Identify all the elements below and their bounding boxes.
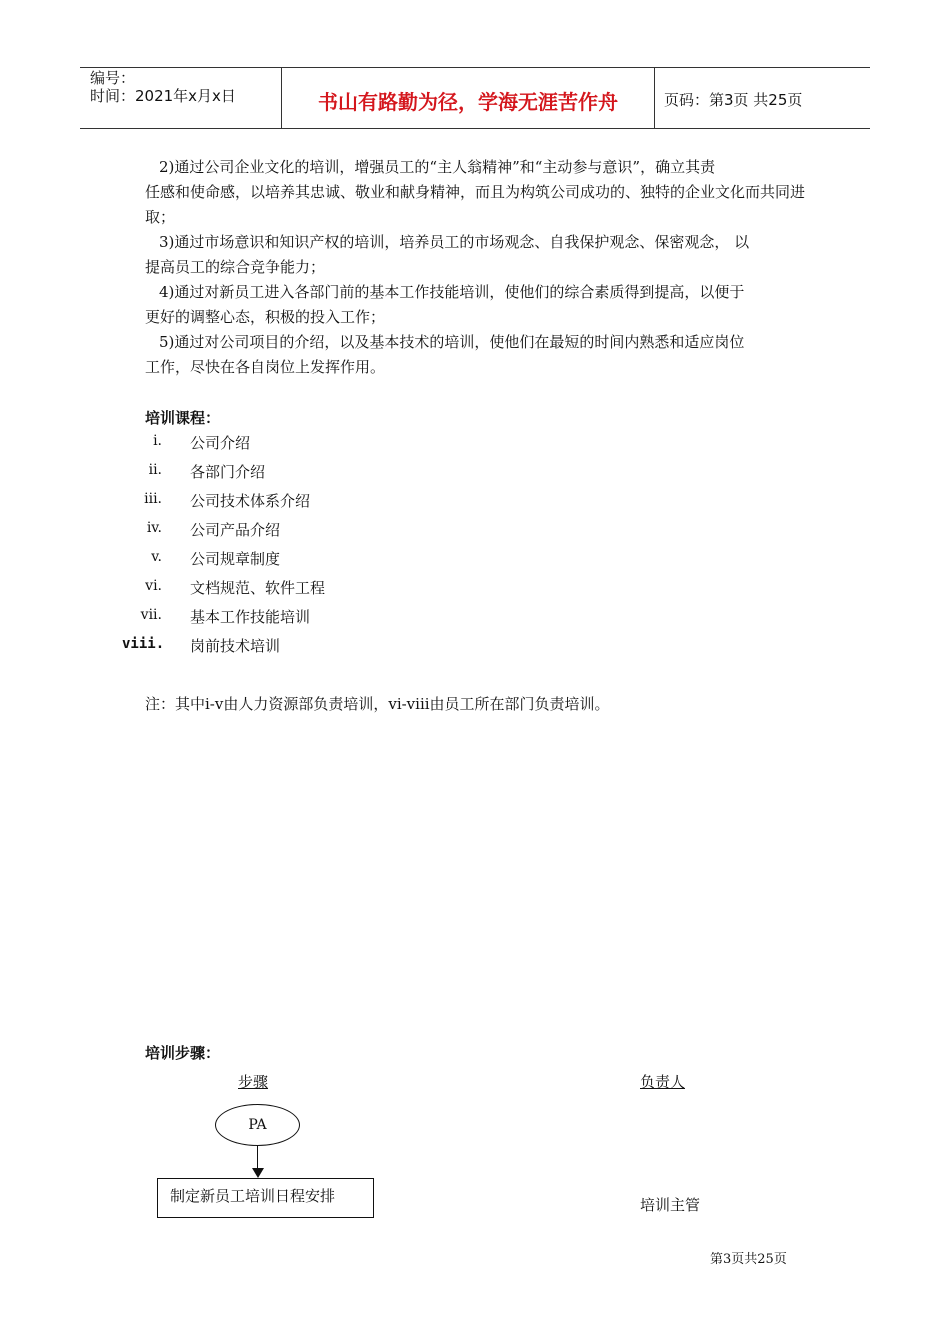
header-page-number: 页码：第3页 共25页 <box>664 91 803 109</box>
goal-paragraph <box>145 230 810 280</box>
course-label: 公司介绍 <box>190 434 251 452</box>
course-label: 各部门介绍 <box>190 463 266 481</box>
goal-line-first: 5)通过对公司项目的介绍，以及基本技术的培训，使他们在最短的时间内熟悉和适应岗位 <box>159 333 745 351</box>
serial-label: 编号： <box>90 69 136 87</box>
course-label: 基本工作技能培训 <box>190 608 311 626</box>
goal-paragraph <box>145 330 810 380</box>
goal-paragraph <box>145 155 810 230</box>
steps-title: 培训步骤： <box>145 1044 221 1062</box>
header-top-rule <box>80 67 870 68</box>
owner-column-header: 负责人 <box>640 1073 686 1091</box>
step-column-header: 步骤 <box>238 1073 269 1091</box>
header-bottom-rule <box>80 128 870 129</box>
goal-line-first: 3)通过市场意识和知识产权的培训，培养员工的市场观念、自我保护观念、保密观念， 以 <box>159 233 750 251</box>
course-number: i. <box>153 433 162 449</box>
course-label: 公司产品介绍 <box>190 521 281 539</box>
goal-line-first: 2)通过公司企业文化的培训，增强员工的“主人翁精神”和“主动参与意识”，确立其责 <box>159 158 716 176</box>
course-number: ii. <box>148 462 162 478</box>
header-motto: 书山有路勤为径，学海无涯苦作舟 <box>318 90 618 114</box>
page-footer: 第3页共25页 <box>710 1252 787 1267</box>
note-text: 注：其中i-v由人力资源部负责培训，vi-viii由员工所在部门负责培训。 <box>145 695 610 713</box>
course-number: iii. <box>144 491 162 507</box>
course-number: vi. <box>145 578 162 594</box>
flow-arrow-line <box>257 1146 258 1170</box>
goal-line-first: 4)通过对新员工进入各部门前的基本工作技能培训，使他们的综合素质得到提高，以便于 <box>159 283 745 301</box>
course-label: 公司规章制度 <box>190 550 281 568</box>
step-owner: 培训主管 <box>640 1196 701 1214</box>
flow-arrow-head <box>252 1168 264 1178</box>
goal-line-rest: 提高员工的综合竞争能力； <box>145 258 326 276</box>
header-divider-right <box>654 67 655 128</box>
course-number: iv. <box>146 520 162 536</box>
step-box <box>157 1178 374 1218</box>
course-label: 文档规范、软件工程 <box>190 579 326 597</box>
goal-paragraph <box>145 280 810 330</box>
step-box-label: 制定新员工培训日程安排 <box>170 1187 336 1205</box>
course-label: 公司技术体系介绍 <box>190 492 311 510</box>
start-node-oval <box>215 1104 300 1146</box>
course-label: 岗前技术培训 <box>190 637 281 655</box>
goal-line-rest: 任感和使命感，以培养其忠诚、敬业和献身精神，而且为构筑公司成功的、独特的企业文化而共同进取； <box>145 183 806 226</box>
course-number: viii. <box>122 636 165 652</box>
time-label: 时间：2021年x月x日 <box>90 87 236 105</box>
course-number: v. <box>151 549 162 565</box>
header-meta <box>90 69 236 105</box>
course-number: vii. <box>140 607 162 623</box>
goal-line-rest: 工作，尽快在各自岗位上发挥作用。 <box>145 358 386 376</box>
goal-line-rest: 更好的调整心态，积极的投入工作； <box>145 308 386 326</box>
start-node-label: PA <box>248 1117 267 1133</box>
courses-title: 培训课程： <box>145 409 221 427</box>
